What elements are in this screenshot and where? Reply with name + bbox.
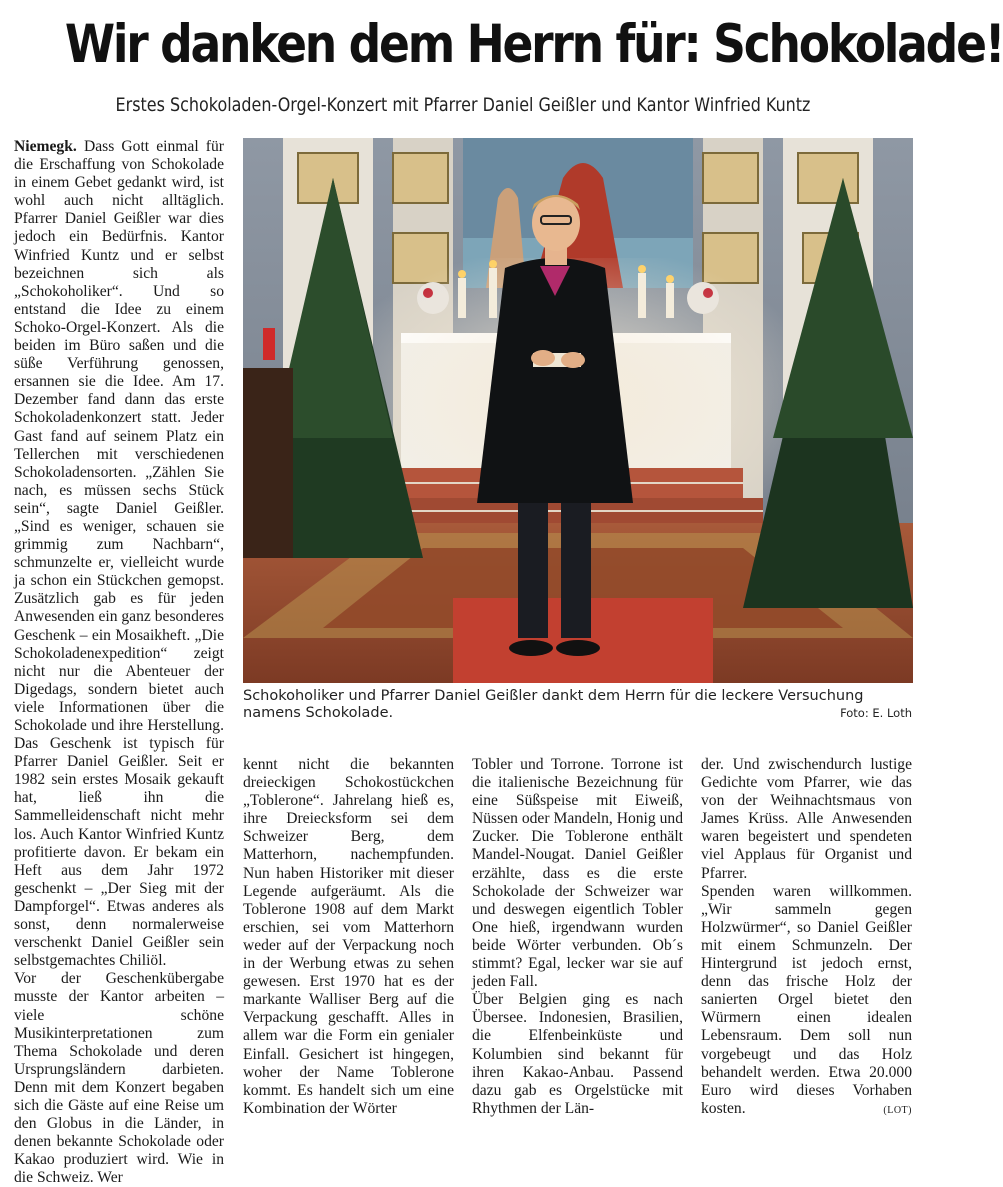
photo-caption: Schokoholiker und Pfarrer Daniel Geißler dankt dem Herrn für die leckere Versuchung namens Schokolade. (243, 688, 864, 721)
paragraph-text: Dass Gott einmal für die Erschaffung von Schokolade in einem Gebet gedankt wird, ist wohl auch nicht alltäglich. Pfarrer Daniel Geißler war dies jedoch ein Bedürfnis. Kantor Winfried Kuntz und er selbst bezeichnen sich als „Schokoholiker“. Und so entstand die Idee zu einem Schoko-Orgel-Konzert. Als die beiden im Büro saßen und die süße Verführung genossen, ersannen sie die Idee. Am 17. Dezember fand dann das erste Schokoladenkonzert statt. Jeder Gast fand auf seinem Platz ein Tellerchen mit verschiedenen Schokoladensorten. „Zählen Sie nach, es müssen sechs Stück sein“, sagte Daniel Geißler. „Sind es weniger, schauen sie grimmig zum Nachbarn“, schmunzelte er, vielleicht wurde ja schon ein Stückchen gemopst. Zusätzlich gab es für jeden Anwesenden ein ganz besonderes Geschenk – ein Mosaikheft. „Die Schokoladenexpedition“ zeigt nicht nur die Abenteuer der Digedags, sondern bietet auch viele Informationen über die Schokolade und ihre Herstellung. Das Geschenk ist typisch für Pfarrer Daniel Geißler. Seit er 1982 sein erstes Mosaik gekauft hat, ließ ihn die Sammelleidenschaft nicht mehr los. Auch Kantor Winfried Kuntz profitierte davon. Er bekam ein Heft aus dem Jahr 1972 geschenkt – „Der Sieg mit der Dampforgel“. Etwas anderes als sonst, denn normalerweise verschenkt Daniel Geißler sein selbstgemachtes Chiliöl. (14, 138, 225, 970)
subheadline: Erstes Schokoladen-Orgel-Konzert mit Pfarrer Daniel Geißler und Kantor Winfried Kuntz (115, 94, 811, 116)
column-4 (701, 756, 912, 1117)
column-3 (472, 756, 683, 1117)
paragraph: kennt nicht die bekannten dreieckigen Schokostückchen „Toblerone“. Jahrelang hieß es, ihre Dreiecksform sei dem Schweizer Berg, dem Matterhorn, nachempfunden. Nun haben Historiker mit dieser Legende aufgeräumt. Als die Toblerone 1908 auf dem Markt erschien, sei vom Matterhorn weder auf der Verpackung noch in der Werbung etwas zu sehen gewesen. Erst 1970 hat es der markante Walliser Berg auf die Verpackung geschafft. Alles in allem war die Form ein genialer Einfall. Gesichert ist hingegen, woher der Name Toblerone kommt. Es handelt sich um eine Kombination der Wörter (243, 756, 454, 1117)
photo-credit: Foto: E. Loth (840, 706, 912, 720)
paragraph: Vor der Geschenkübergabe musste der Kantor arbeiten – viele schöne Musikinterpretationen zum Thema Schokolade und deren Ursprungsländern darbieten. Denn mit dem Konzert begaben sich die Gäste auf eine Reise um den Globus in die Länder, in denen bekannte Schokolade oder Kakao produziert wird. Wie in die Schweiz. Wer (14, 970, 224, 1187)
paragraph-text: Spenden waren willkommen. „Wir sammeln gegen Holzwürmer“, so Daniel Geißler mit einem Schmunzeln. Der Hintergrund ist jedoch ernst, denn das frische Holz der sanierten Orgel bietet den Würmern einen idealen Lebensraum. Dem soll nun vorgebeugt und das Holz behandelt werden. Etwa 20.000 Euro wird dieses Vorhaben kosten. (701, 882, 912, 1117)
paragraph (14, 138, 224, 970)
author-signature: (LOT) (883, 1104, 912, 1116)
paragraph: Tobler und Torrone. Torrone ist die italienische Bezeichnung für eine Süßspeise mit Eiweiß, Nüssen oder Mandeln, Honig und Zucker. Die Toblerone enthält Mandel-Nougat. Daniel Geißler erzählte, dass es die erste Schokolade der Schweizer war und deswegen eigentlich Tobler One hieß, irgendwann wurden beide Wörter verbunden. Ob´s stimmt? Egal, lecker war sie auf jeden Fall. (472, 756, 683, 991)
headline: Wir danken dem Herrn für: Schokolade! (64, 14, 1003, 75)
paragraph: Über Belgien ging es nach Übersee. Indonesien, Brasilien, die Elfenbeinküste und Kolumbien sind bekannt für ihren Kakao-Anbau. Passend dazu gab es Orgelstücke mit Rhythmen der Län- (472, 991, 683, 1117)
column-2 (243, 756, 454, 1117)
paragraph: der. Und zwischendurch lustige Gedichte vom Pfarrer, wie das von der Weihnachtsmaus von James Krüss. Alle Anwesenden waren begeistert und spendeten viel Applaus für Organist und Pfarrer. (701, 756, 912, 882)
dateline: Niemegk. (14, 138, 77, 155)
paragraph (701, 883, 912, 1118)
church-altar-photo (243, 138, 913, 683)
column-1 (14, 138, 225, 1187)
article-photo (243, 138, 913, 683)
